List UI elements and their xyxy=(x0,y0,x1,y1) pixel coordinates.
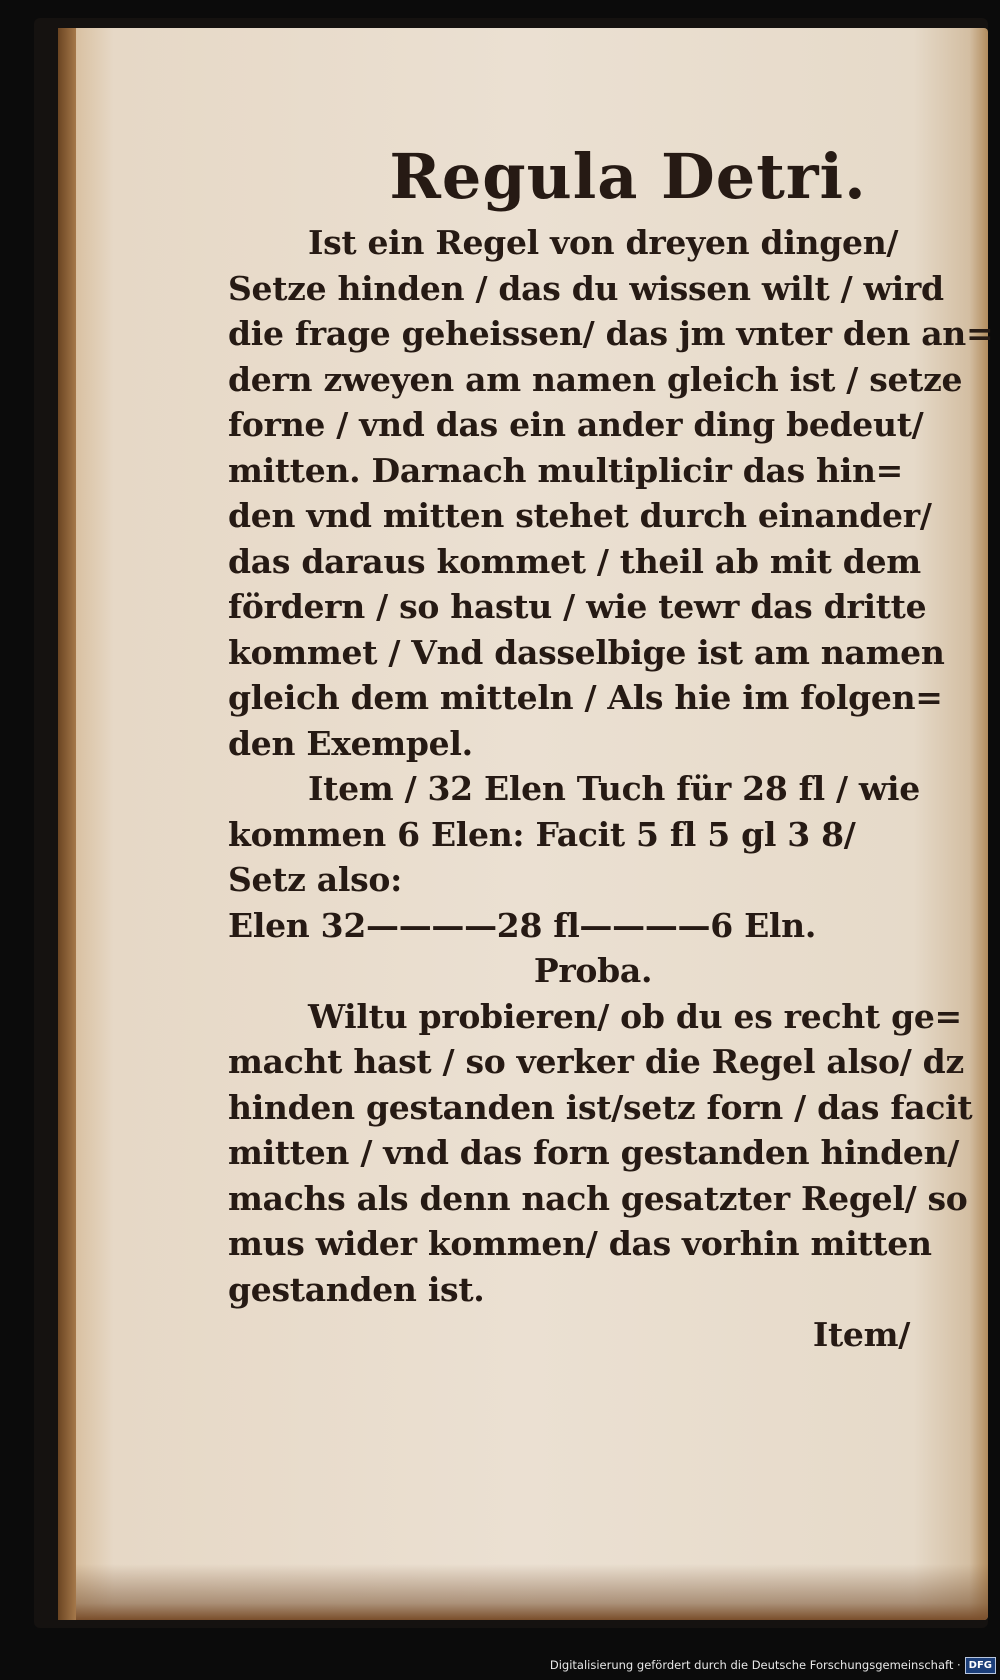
text-line: mitten / vnd das forn gestanden hinden/ xyxy=(228,1133,960,1172)
text-line: den Exempel. xyxy=(228,723,473,763)
text-line: Ist ein Regel von dreyen dingen/ xyxy=(308,223,899,262)
text-line: gleich dem mitteln / Als hie im folgen= xyxy=(228,678,943,717)
text-line: Wiltu probieren/ ob du es recht ge= xyxy=(308,996,962,1036)
dfg-logo: DFG xyxy=(965,1657,996,1674)
page-spine-edge xyxy=(58,28,76,1620)
text-line: kommet / Vnd dasselbige ist am namen xyxy=(228,632,945,672)
footer-credit: Digitalisierung gefördert durch die Deutsche Forschungsgemeinschaft · xyxy=(549,1658,961,1672)
text-line: Setze hinden / das du wissen wilt / wird xyxy=(228,268,944,308)
text-line: Item / 32 Elen Tuch für 28 fl / wie xyxy=(308,769,920,808)
text-line: gestanden ist. xyxy=(228,1269,485,1309)
text-line: mus wider kommen/ das vorhin mitten xyxy=(228,1224,932,1263)
text-line: Setz also: xyxy=(228,860,402,899)
text-line: forne / vnd das ein ander ding bedeut/ xyxy=(228,405,924,444)
text-line: macht hast / so verker die Regel also/ dz xyxy=(228,1042,964,1081)
text-line: das daraus kommet / theil ab mit dem xyxy=(228,541,921,581)
text-line: die frage geheissen/ das jm vnter den an= xyxy=(228,314,994,353)
text-line: fördern / so hastu / wie tewr das dritte xyxy=(228,587,927,626)
page-text-block xyxy=(228,140,994,1358)
text-line: machs als denn nach gesatzter Regel/ so xyxy=(228,1178,968,1218)
text-line: dern zweyen am namen gleich ist / setze xyxy=(228,359,963,399)
example-equation: Elen 32————28 fl————6 Eln. xyxy=(228,905,817,945)
text-line: kommen 6 Elen: Facit 5 fl 5 gl 3 8/ xyxy=(228,814,856,854)
text-line: den vnd mitten stehet durch einander/ xyxy=(228,496,932,535)
text-line: hinden gestanden ist/setz forn / das facit xyxy=(228,1087,973,1127)
section-heading-proba: Proba. xyxy=(533,951,653,990)
page-title: Regula Detri. xyxy=(389,140,867,213)
text-line: mitten. Darnach multiplicir das hin= xyxy=(228,450,904,490)
catchword: Item/ xyxy=(812,1315,910,1354)
digitization-footer xyxy=(550,1653,996,1677)
